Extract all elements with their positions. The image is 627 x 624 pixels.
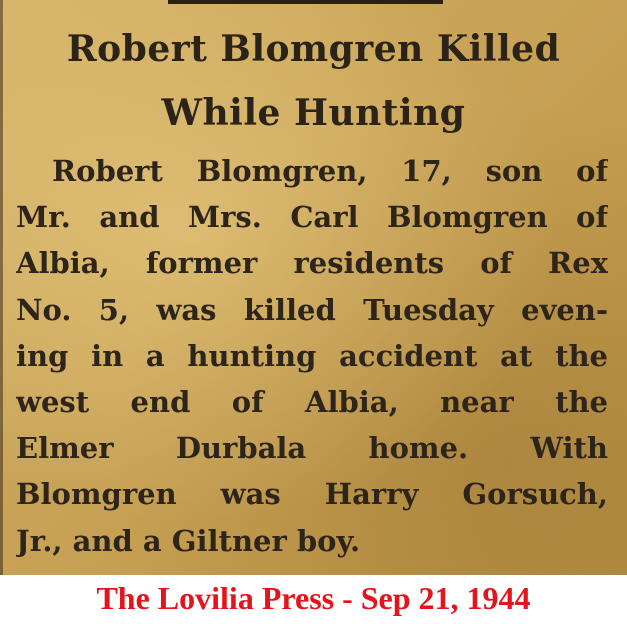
column-left-rule [0,0,3,575]
body-line: Elmer Durbala home. With [16,431,608,466]
body-line: Albia, former residents of Rex [16,246,608,281]
column-top-rule [168,0,443,4]
body-line: Jr., and a Giltner boy. [16,523,361,558]
body-line: Mr. and Mrs. Carl Blomgren of [16,200,608,235]
body-line: Blomgren was Harry Gorsuch, [16,477,608,512]
headline-line-2: While Hunting [161,92,466,134]
body-line: Robert Blomgren, 17, son of [52,154,608,188]
body-line: west end of Albia, near the [16,384,608,419]
body-line: No. 5, was killed Tuesday even- [16,292,608,327]
source-caption: The Lovilia Press - Sep 21, 1944 [96,580,531,616]
article-body [16,148,608,564]
body-line: ing in a hunting accident at the [16,338,608,373]
headline-line-1: Robert Blomgren Killed [66,28,561,70]
